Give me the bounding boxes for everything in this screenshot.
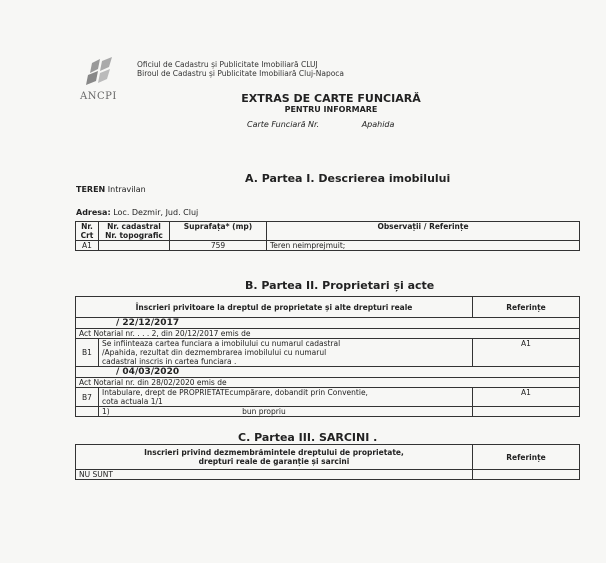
entry2-sub-nr: 1) bbox=[102, 407, 110, 416]
blank-cell bbox=[473, 407, 580, 417]
entry1-act: Act Notarial nr. . . . 2, din 20/12/2017 emis de bbox=[76, 329, 580, 339]
part3-table bbox=[75, 444, 580, 480]
part2-table bbox=[75, 296, 580, 417]
col-inscrieri-sarcini bbox=[76, 445, 473, 470]
entry1-ref: A1 bbox=[473, 339, 580, 367]
col-referinte: Referințe bbox=[473, 297, 580, 318]
col-observatii: Observații / Referințe bbox=[267, 222, 580, 241]
address-value: Loc. Dezmir, Jud. Cluj bbox=[113, 208, 199, 217]
cf-number-line bbox=[247, 120, 394, 129]
table-row bbox=[76, 329, 580, 339]
part2-title: B. Partea II. Proprietari și acte bbox=[245, 279, 435, 292]
entry2-act: Act Notarial nr. din 28/02/2020 emis de bbox=[76, 378, 580, 388]
col-nr-crt: Nr. Crt bbox=[76, 222, 99, 241]
part1-table bbox=[75, 221, 580, 251]
address-line bbox=[76, 208, 198, 217]
entry2-sub-text: bun propriu bbox=[242, 407, 286, 416]
col-referinte: Referințe bbox=[473, 445, 580, 470]
entry1-line2: /Apahida, rezultat din dezmembrarea imobilului cu numarul bbox=[102, 348, 327, 357]
table-header-row bbox=[76, 222, 580, 241]
teren-line bbox=[76, 185, 146, 194]
cell-nr: A1 bbox=[76, 241, 99, 251]
address-label: Adresa: bbox=[76, 208, 111, 217]
table-header-row bbox=[76, 445, 580, 470]
table-row bbox=[76, 407, 580, 417]
blank-cell bbox=[473, 470, 580, 480]
entry2-line2: cota actuala 1/1 bbox=[102, 397, 163, 406]
teren-type: Intravilan bbox=[107, 185, 146, 194]
table-row bbox=[76, 339, 580, 367]
table-header-row bbox=[76, 297, 580, 318]
col-inscrieri: Înscrieri privitoare la dreptul de proprietate și alte drepturi reale bbox=[76, 297, 473, 318]
table-row bbox=[76, 318, 580, 329]
table-row bbox=[76, 388, 580, 407]
teren-label: TEREN bbox=[76, 185, 106, 194]
entry1-line1: Se infiinteaza cartea funciara a imobilului cu numarul cadastral bbox=[102, 339, 341, 348]
office-line-2: Biroul de Cadastru și Publicitate Imobiliară Cluj-Napoca bbox=[137, 69, 345, 78]
cell-cadastral bbox=[99, 241, 170, 251]
col-main-line2: drepturi reale de garanție și sarcini bbox=[198, 457, 350, 466]
cell-obs: Teren neimprejmuit; bbox=[267, 241, 580, 251]
blank-cell bbox=[76, 407, 99, 417]
cf-label: Carte Funciară Nr. bbox=[247, 120, 320, 129]
col-nr-cadastral: Nr. cadastral Nr. topografic bbox=[99, 222, 170, 241]
entry2-line1: Intabulare, drept de PROPRIETATEcumpărare, dobandit prin Conventie, bbox=[102, 388, 368, 397]
document-title: EXTRAS DE CARTE FUNCIARĂ bbox=[241, 92, 421, 105]
cell-suprafata: 759 bbox=[170, 241, 267, 251]
entry1-date: / 22/12/2017 bbox=[76, 318, 580, 329]
cf-location: Apahida bbox=[361, 120, 395, 129]
entry1-text bbox=[99, 339, 473, 367]
entry2-ref: A1 bbox=[473, 388, 580, 407]
table-row bbox=[76, 470, 580, 480]
table-row bbox=[76, 367, 580, 378]
part3-title: C. Partea III. SARCINI . bbox=[238, 431, 378, 444]
table-row bbox=[76, 378, 580, 388]
entry2-sub bbox=[99, 407, 473, 417]
col-suprafata: Suprafața* (mp) bbox=[170, 222, 267, 241]
sarcini-text: NU SUNT bbox=[76, 470, 473, 480]
entry2-text bbox=[99, 388, 473, 407]
entry2-nr: B7 bbox=[76, 388, 99, 407]
part1-title: A. Partea I. Descrierea imobilului bbox=[245, 172, 451, 185]
office-line-1: Oficiul de Cadastru și Publicitate Imobiliară CLUJ bbox=[137, 60, 318, 69]
entry2-date: / 04/03/2020 bbox=[76, 367, 580, 378]
logo-text: ANCPI bbox=[80, 91, 117, 102]
table-row bbox=[76, 241, 580, 251]
office-name bbox=[137, 60, 344, 78]
col-main-line1: Inscrieri privind dezmembrămintele dreptului de proprietate, bbox=[144, 448, 404, 457]
document-subtitle: PENTRU INFORMARE bbox=[284, 105, 378, 114]
entry1-line3: cadastral inscris in cartea funciara . bbox=[102, 357, 237, 366]
entry1-nr: B1 bbox=[76, 339, 99, 367]
